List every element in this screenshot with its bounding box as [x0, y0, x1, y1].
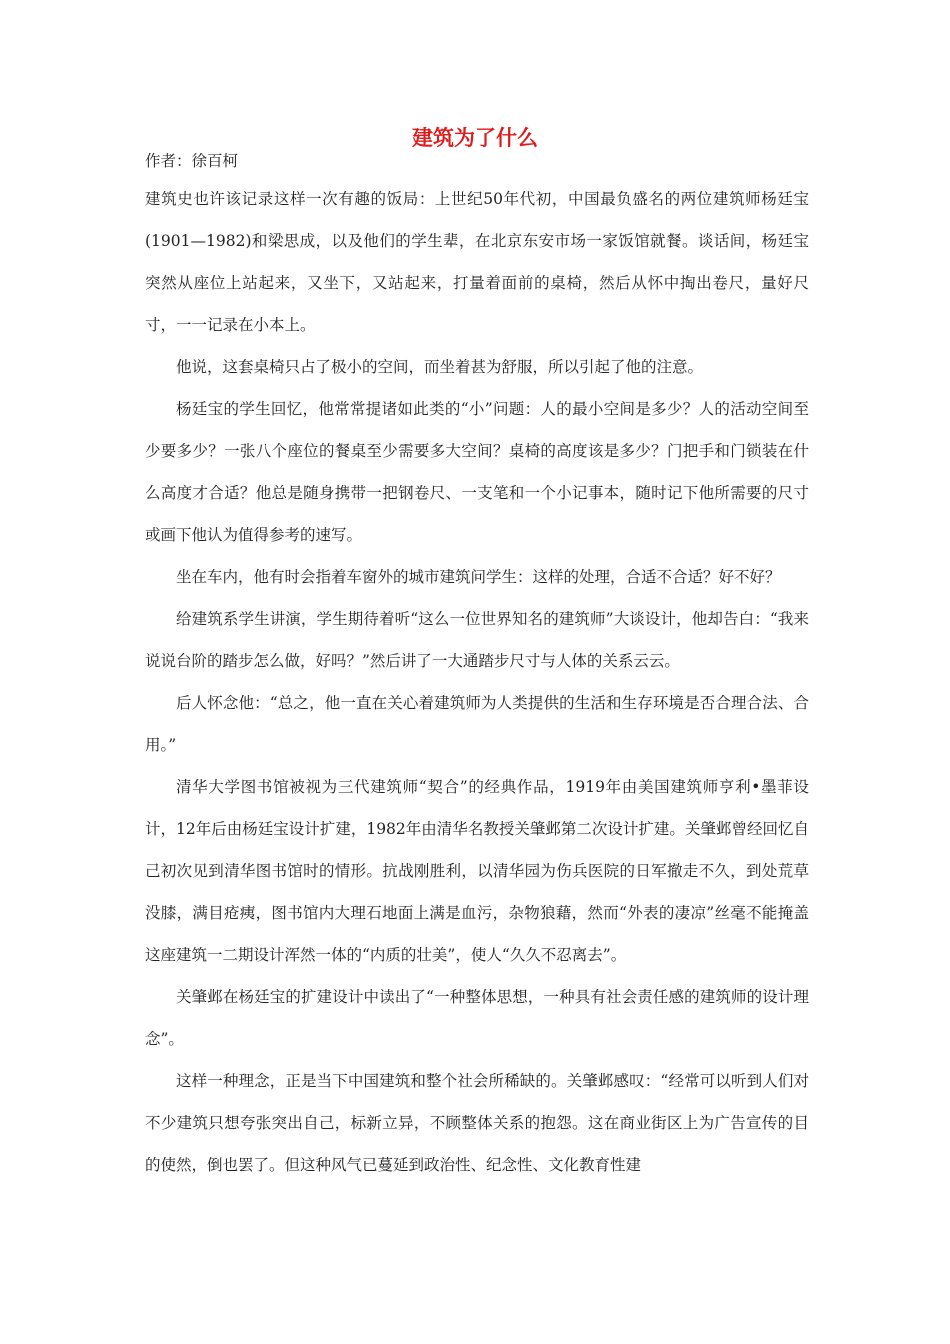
paragraph-4: 坐在车内，他有时会指着车窗外的城市建筑问学生：这样的处理，合适不合适？好不好？: [176, 568, 781, 586]
document-title: 建筑为了什么: [412, 126, 538, 150]
paragraph-8: 关肇邺在杨廷宝的扩建设计中读出了“一种整体思想，一种具有社会责任感的建筑师的设计理念”。: [145, 988, 809, 1048]
paragraph-2: 他说，这套桌椅只占了极小的空间，而坐着甚为舒服，所以引起了他的注意。: [176, 358, 704, 376]
article-body: [145, 178, 809, 1186]
paragraph-6: 后人怀念他：“总之，他一直在关心着建筑师为人类提供的生活和生存环境是否合理合法、合用。”: [145, 694, 809, 754]
author-line: 作者：徐百柯: [145, 152, 239, 170]
paragraph-5: 给建筑系学生讲演，学生期待着听“这么一位世界知名的建筑师”大谈设计，他却告白：“我来说说台阶的踏步怎么做，好吗？”然后讲了一大通踏步尺寸与人体的关系云云。: [145, 610, 809, 670]
paragraph-1: 建筑史也许该记录这样一次有趣的饭局：上世纪50年代初，中国最负盛名的两位建筑师杨廷宝(1901—1982)和梁思成，以及他们的学生辈，在北京东安市场一家饭馆就餐。谈话间，杨廷宝突然从座位上站起来，又坐下，又站起来，打量着面前的桌椅，然后从怀中掏出卷尺，量好尺寸，一一记录在小本上。: [145, 190, 809, 334]
paragraph-3: 杨廷宝的学生回忆，他常常提诸如此类的“小”问题：人的最小空间是多少？人的活动空间至少要多少？一张八个座位的餐桌至少需要多大空间？桌椅的高度该是多少？门把手和门锁装在什么高度才合适？他总是随身携带一把钢卷尺、一支笔和一个小记事本，随时记下他所需要的尺寸或画下他认为值得参考的速写。: [145, 400, 809, 544]
paragraph-7: 清华大学图书馆被视为三代建筑师“契合”的经典作品，1919年由美国建筑师亨利•墨菲设计，12年后由杨廷宝设计扩建，1982年由清华名教授关肇邺第二次设计扩建。关肇邺曾经回忆自己初次见到清华图书馆时的情形。抗战刚胜利，以清华园为伤兵医院的日军撤走不久，到处荒草没膝，满目疮痍，图书馆内大理石地面上满是血污，杂物狼藉，然而“外表的凄凉”丝毫不能掩盖这座建筑一二期设计浑然一体的“内质的壮美”，使人“久久不忍离去”。: [145, 778, 809, 964]
paragraph-9: 这样一种理念，正是当下中国建筑和整个社会所稀缺的。关肇邺感叹：“经常可以听到人们对不少建筑只想夸张突出自己，标新立异，不顾整体关系的抱怨。这在商业街区上为广告宣传的目的使然，倒也罢了。但这种风气已蔓延到政治性、纪念性、文化教育性建: [145, 1072, 809, 1174]
